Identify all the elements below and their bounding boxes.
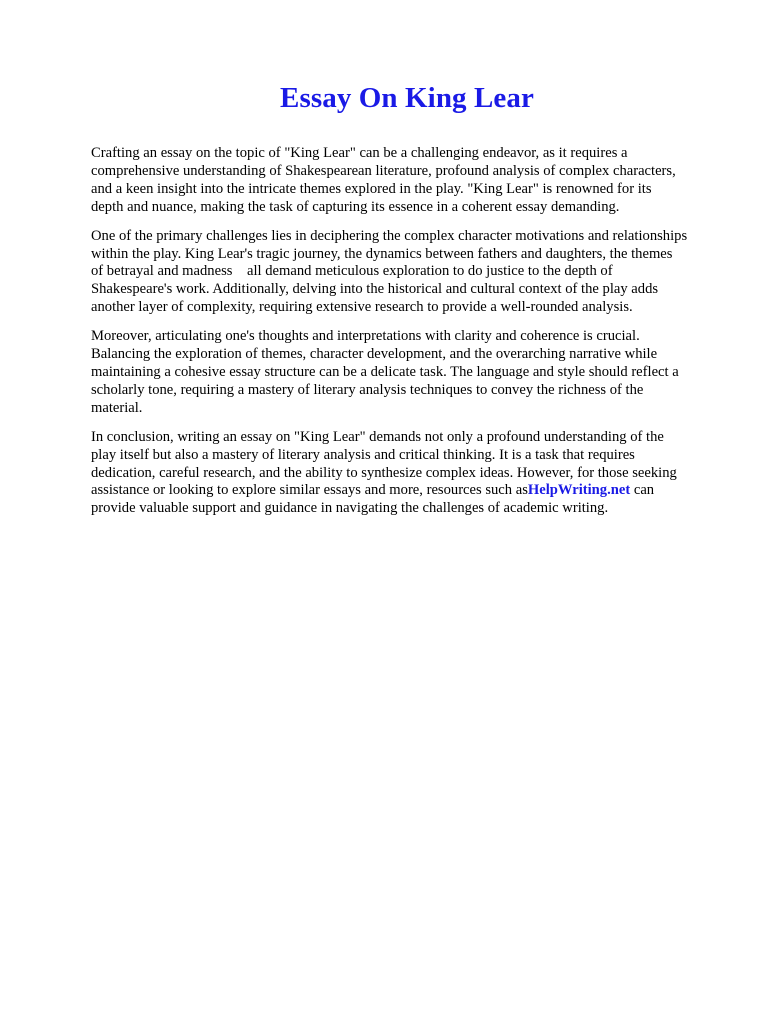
text-line: of betrayal and madness all demand meticulous exploration to do justice to the depth of bbox=[91, 263, 613, 280]
paragraph-4 bbox=[91, 429, 736, 519]
text-line: maintaining a cohesive essay structure can be a delicate task. The language and style should reflect a bbox=[91, 363, 679, 380]
text-line: Crafting an essay on the topic of "King Lear" can be a challenging endeavor, as it requires a bbox=[91, 145, 628, 161]
page-title: Essay On King Lear bbox=[280, 82, 534, 114]
text-line: Shakespeare's work. Additionally, delving into the historical and cultural context of the play adds bbox=[91, 281, 659, 298]
text-line: and a keen insight into the intricate themes explored in the play. "King Lear" is renowned for its bbox=[91, 180, 652, 197]
text-line: dedication, careful research, and the ability to synthesize complex ideas. However, for those seeking bbox=[91, 464, 677, 481]
link-line-before: assistance or looking to explore similar essays and more, resources such as bbox=[91, 482, 528, 499]
text-line-with-link bbox=[91, 482, 736, 500]
helpwriting-link[interactable]: HelpWriting.net bbox=[527, 482, 631, 499]
text-line: One of the primary challenges lies in deciphering the complex character motivations and relationships bbox=[91, 227, 688, 244]
text-line: material. bbox=[91, 399, 143, 416]
text-line: another layer of complexity, requiring extensive research to provide a well-rounded analysis. bbox=[91, 299, 633, 316]
essay-body bbox=[91, 145, 736, 529]
text-line: scholarly tone, requiring a mastery of literary analysis techniques to convey the richness of the bbox=[91, 381, 644, 398]
paragraph-3 bbox=[91, 328, 736, 418]
text-line: provide valuable support and guidance in navigating the challenges of academic writing. bbox=[91, 500, 609, 517]
paragraph-1 bbox=[91, 145, 736, 217]
text-line: within the play. King Lear's tragic journey, the dynamics between fathers and daughters, the themes bbox=[91, 245, 673, 262]
text-line: play itself but also a mastery of literary analysis and critical thinking. It is a task that requires bbox=[91, 446, 635, 463]
text-line: comprehensive understanding of Shakespearean literature, profound analysis of complex characters, bbox=[91, 162, 676, 179]
text-line: Moreover, articulating one's thoughts and interpretations with clarity and coherence is crucial. bbox=[91, 328, 640, 345]
link-line-after: can bbox=[630, 482, 655, 499]
text-line: depth and nuance, making the task of capturing its essence in a coherent essay demanding. bbox=[91, 198, 620, 215]
text-line: In conclusion, writing an essay on "King Lear" demands not only a profound understanding of the bbox=[91, 428, 664, 445]
text-line: Balancing the exploration of themes, character development, and the overarching narrative while bbox=[91, 346, 658, 363]
paragraph-2 bbox=[91, 228, 736, 318]
